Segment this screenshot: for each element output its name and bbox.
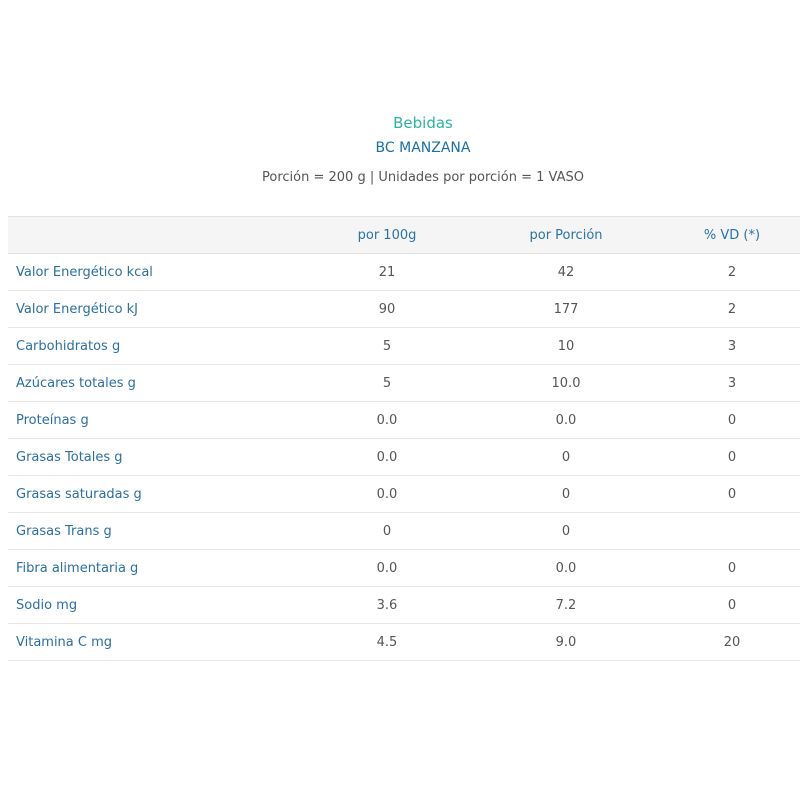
value-per-portion: 9.0 (476, 624, 656, 661)
nutrition-table (8, 216, 800, 661)
table-row (8, 476, 800, 513)
header-daily-value: % VD (*) (656, 217, 800, 254)
value-per-portion: 10 (476, 328, 656, 365)
value-daily-percent: 0 (656, 550, 800, 587)
nutrient-name: Vitamina C mg (8, 624, 298, 661)
nutrient-name: Fibra alimentaria g (8, 550, 298, 587)
nutrient-name: Grasas Totales g (8, 439, 298, 476)
value-per-100g: 4.5 (298, 624, 476, 661)
value-daily-percent: 3 (656, 365, 800, 402)
table-row (8, 624, 800, 661)
value-daily-percent: 0 (656, 587, 800, 624)
header-per-100g: por 100g (298, 217, 476, 254)
nutrient-name: Grasas saturadas g (8, 476, 298, 513)
nutrient-name: Carbohidratos g (8, 328, 298, 365)
value-daily-percent: 2 (656, 254, 800, 291)
nutrient-name: Proteínas g (8, 402, 298, 439)
value-per-portion: 0.0 (476, 550, 656, 587)
value-daily-percent (656, 513, 800, 550)
value-per-100g: 0.0 (298, 402, 476, 439)
table-row (8, 513, 800, 550)
value-per-portion: 42 (476, 254, 656, 291)
value-per-portion: 177 (476, 291, 656, 328)
value-per-100g: 0 (298, 513, 476, 550)
value-per-100g: 5 (298, 328, 476, 365)
value-per-portion: 0 (476, 513, 656, 550)
nutrient-name: Grasas Trans g (8, 513, 298, 550)
value-daily-percent: 2 (656, 291, 800, 328)
nutrient-name: Sodio mg (8, 587, 298, 624)
table-row (8, 550, 800, 587)
table-row (8, 439, 800, 476)
value-daily-percent: 3 (656, 328, 800, 365)
category-title: Bebidas (393, 114, 453, 132)
table-row (8, 402, 800, 439)
nutrient-name: Valor Energético kJ (8, 291, 298, 328)
table-row (8, 587, 800, 624)
value-per-portion: 0 (476, 476, 656, 513)
header-nutrient (8, 217, 298, 254)
value-per-portion: 0.0 (476, 402, 656, 439)
value-daily-percent: 0 (656, 439, 800, 476)
value-per-portion: 0 (476, 439, 656, 476)
value-per-100g: 90 (298, 291, 476, 328)
product-name: BC MANZANA (375, 140, 471, 156)
value-daily-percent: 0 (656, 402, 800, 439)
nutrient-name: Valor Energético kcal (8, 254, 298, 291)
value-per-100g: 21 (298, 254, 476, 291)
value-per-100g: 0.0 (298, 439, 476, 476)
table-row (8, 254, 800, 291)
value-per-portion: 10.0 (476, 365, 656, 402)
value-daily-percent: 0 (656, 476, 800, 513)
value-per-100g: 0.0 (298, 550, 476, 587)
table-header-row (8, 217, 800, 254)
value-per-100g: 3.6 (298, 587, 476, 624)
value-daily-percent: 20 (656, 624, 800, 661)
nutrient-name: Azúcares totales g (8, 365, 298, 402)
value-per-100g: 5 (298, 365, 476, 402)
table-row (8, 328, 800, 365)
table-row (8, 291, 800, 328)
value-per-100g: 0.0 (298, 476, 476, 513)
table-row (8, 365, 800, 402)
header-per-portion: por Porción (476, 217, 656, 254)
value-per-portion: 7.2 (476, 587, 656, 624)
portion-info: Porción = 200 g | Unidades por porción = 1 VASO (262, 170, 584, 185)
